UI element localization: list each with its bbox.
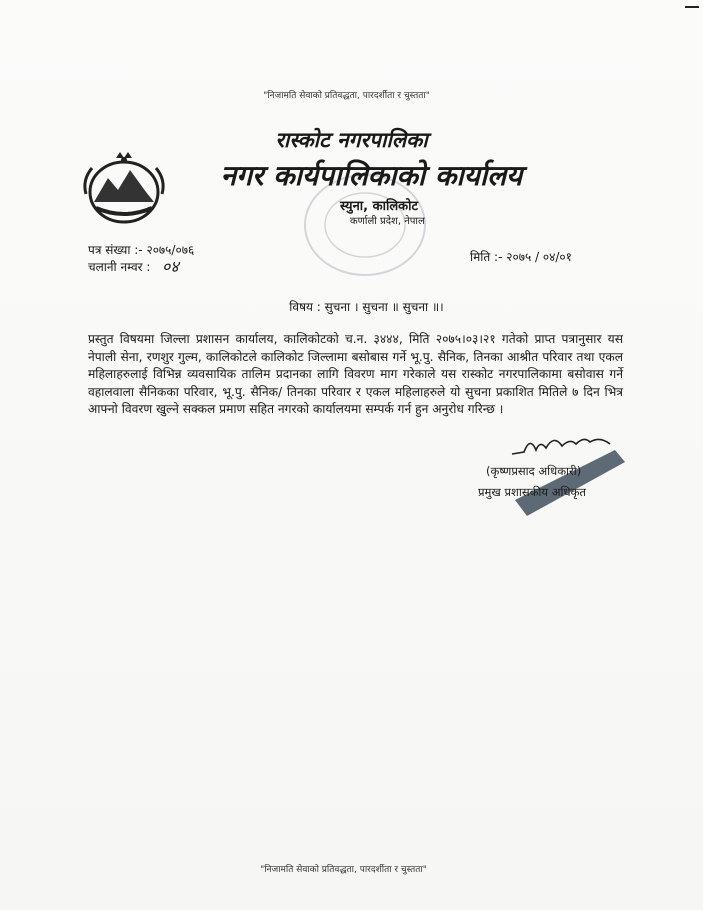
motto-top: "निजामति सेवाको प्रतिवद्धता, पारदर्शीता र चुस्तता" [263,91,430,101]
notice-body: प्रस्तुत विषयमा जिल्ला प्रशासन कार्यालय, कालिकोटको च.न. ३४४४, मिति २०७५।०३।२१ गतेको प्राप्त पत्रानुसार यस नेपाली सेना, रणशुर गुल्म, कालिकोटले कालिकोट जिल्लामा बसोबास गर्ने भू.पु. सैनिक, तिनका आश्रीत परिवार तथा एकल महिलाहरुलाई विभिन्न व्यवसायिक तालिम प्रदानका लागि विवरण माग गरेकाले यस रास्कोट नगरपालिकामा बसोवास गर्ने वहालवाला सैनिकका परिवार, भू.पु. सैनिक/ तिनका परिवार र एकल महिलाहरुले यो सुचना प्रकाशित मितिले ७ दिन भित्र आफ्नो विवरण खुल्ने सक्कल प्रमाण सहित नगरको कार्यालयमा सम्पर्क गर्न हुन अनुरोध गरिन्छ । [88,332,623,416]
subject-line: विषय : सुचना । सुचना ॥ सुचना ॥। [289,300,444,314]
address-line-2: कर्णाली प्रदेश, नेपाल [350,216,425,227]
dispatch-number-label: चलानी नम्वर : [88,260,151,274]
dispatch-number-value: ०४ [162,257,179,276]
signatory-name: (कृष्णप्रसाद अधिकारी) [486,464,582,478]
letter-date: मिति :- २०७५ / ०४/०१ [470,250,572,264]
address-line-1: स्युना, कालिकोट [340,199,419,214]
motto-bottom: "निजामति सेवाको प्रतिवद्धता, पारदर्शीता र चुस्तता" [260,865,427,875]
signature-stamp-icon [505,440,630,525]
municipality-name: रास्कोट नगरपालिका [275,127,428,152]
signatory-title: प्रमुख प्रशासकीय अधिकृत [478,485,586,499]
letter-number: पत्र संख्या :- २०७५/०७६ [88,243,195,257]
scan-edge-mark [685,6,699,8]
office-name: नगर कार्यपालिकाको कार्यालय [220,159,523,192]
